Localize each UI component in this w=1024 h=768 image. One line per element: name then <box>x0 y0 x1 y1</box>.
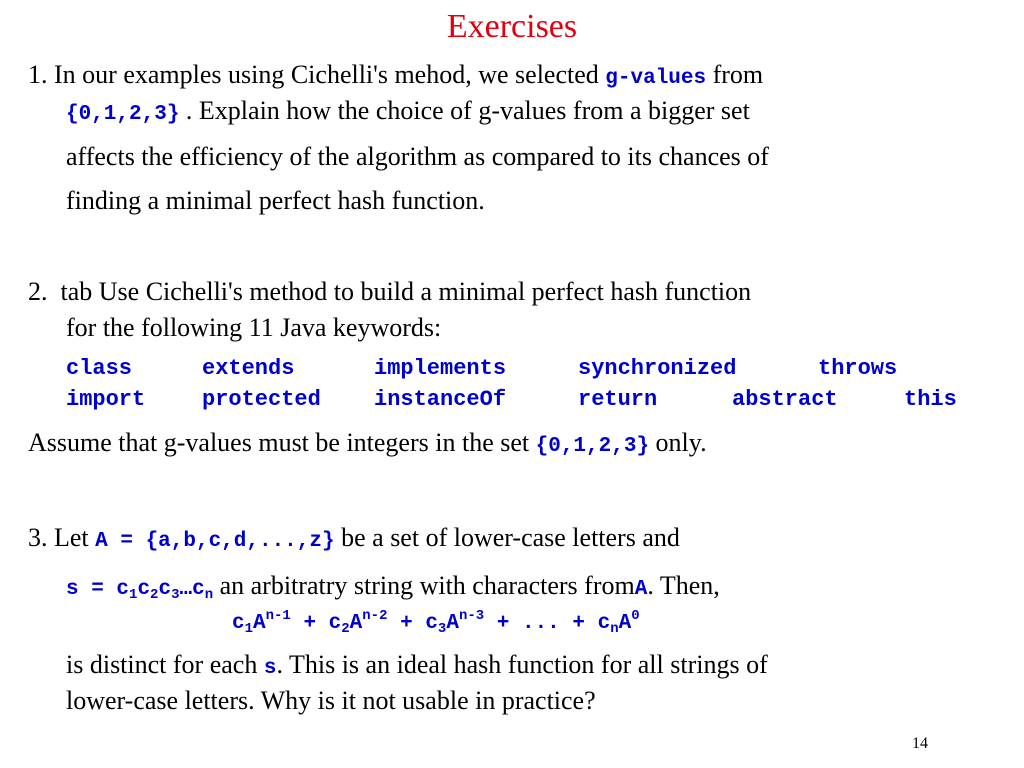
keyword: return <box>578 387 658 412</box>
ex3-code-A: A = {a,b,c,d,...,z} <box>95 530 335 553</box>
ex3-line2 <box>66 571 720 603</box>
keyword: implements <box>374 356 507 381</box>
ex3-text-c: . Then, <box>647 571 720 600</box>
ex1-text-a: In our examples using Cichelli's mehod, we selected <box>54 60 599 89</box>
ex3-code-s: s <box>263 657 277 680</box>
ex2-line1 <box>28 277 751 307</box>
keyword: synchronized <box>578 356 737 381</box>
ex2-assume <box>28 428 707 458</box>
ex1-number: 1. <box>28 60 48 89</box>
ex2-line1-text: tab Use Cichelli's method to build a minimal perfect hash function <box>60 277 752 306</box>
keyword: import <box>66 387 146 412</box>
ex3-line4 <box>66 650 768 680</box>
ex2-assume-end: only. <box>655 428 707 457</box>
keyword: throws <box>818 356 898 381</box>
ex2-line2: for the following 11 Java keywords: <box>66 313 442 342</box>
ex3-let: Let <box>54 523 89 552</box>
ex3-code-A2: A <box>634 578 648 601</box>
ex2-assume-code: {0,1,2,3} <box>535 435 650 458</box>
ex1-line3: affects the efficiency of the algorithm as compared to its chances of <box>66 142 769 171</box>
keyword: abstract <box>732 387 838 412</box>
ex3-line5: lower-case letters. Why is it not usable in practice? <box>66 686 596 715</box>
page-number: 14 <box>912 735 928 752</box>
ex1-line1 <box>28 60 763 90</box>
ex3-line1 <box>28 523 680 553</box>
ex1-code-set: {0,1,2,3} <box>66 103 180 126</box>
keyword: class <box>66 356 133 381</box>
ex3-line4-b: . This is an ideal hash function for all strings of <box>276 650 768 679</box>
ex3-text-a: be a set of lower-case letters and <box>341 523 680 552</box>
ex3-number: 3. <box>28 523 48 552</box>
ex3-text-b: an arbitratry string with characters from <box>219 571 635 600</box>
page-title: Exercises <box>446 8 578 45</box>
keyword: extends <box>202 356 295 381</box>
ex1-code-gvalues: g-values <box>605 67 707 90</box>
ex1-line2 <box>66 96 750 126</box>
ex2-assume-text: Assume that g-values must be integers in the set <box>28 428 530 457</box>
ex3-line4-a: is distinct for each <box>66 650 258 679</box>
ex3-formula: $c_1A^{n-1} + c_2A^{n-2} + c_3A^{n-3}$ + ... + $c_nA^0$ <box>232 608 640 637</box>
ex1-line4: finding a minimal perfect hash function. <box>66 186 485 215</box>
ex2-number: 2. <box>28 277 48 306</box>
keyword: protected <box>202 387 321 412</box>
ex3-s-definition: $s = c_1c_2c_3\dots c_n$ <box>66 578 214 603</box>
ex1-text-b: . Explain how the choice of g-values from a bigger set <box>185 96 750 125</box>
keyword: instanceOf <box>374 387 507 412</box>
ex1-text-from: from <box>712 60 764 89</box>
keyword: this <box>904 387 957 412</box>
